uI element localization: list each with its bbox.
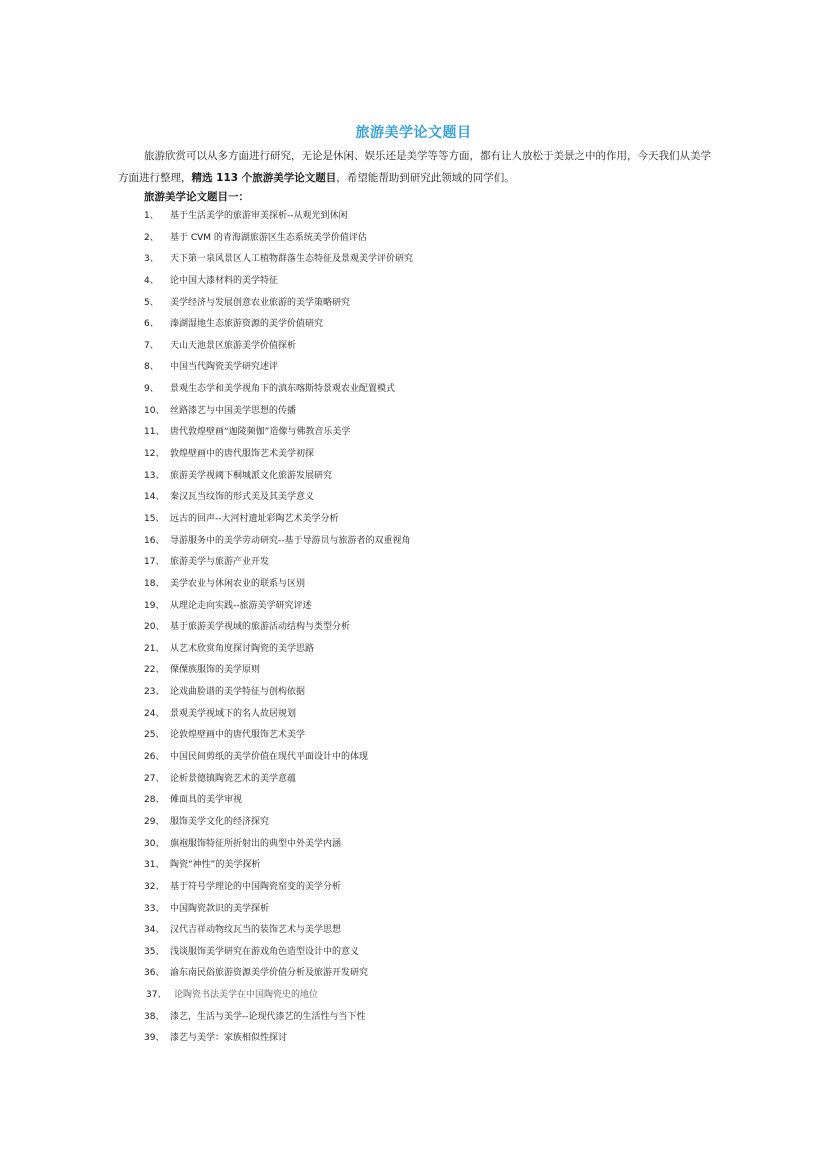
item-number: 32、 [144, 881, 165, 892]
item-title: 中国当代陶瓷美学研究述评 [170, 362, 279, 373]
list-item [144, 725, 704, 747]
item-title: 渝东南民俗旅游资源美学价值分析及旅游开发研究 [170, 968, 369, 979]
list-item [144, 639, 704, 661]
list-item [144, 963, 704, 985]
item-title: 从艺术欣赏角度探讨陶瓷的美学思路 [170, 643, 315, 654]
list-item [144, 271, 704, 293]
item-title: 唐代敦煌壁画“迦陵频伽”造像与佛教音乐美学 [170, 427, 351, 438]
item-number: 33、 [144, 903, 165, 914]
list-item [144, 422, 704, 444]
list-item [144, 249, 704, 271]
list-item [144, 444, 704, 466]
item-title: 基于符号学理论的中国陶瓷窑变的美学分析 [170, 881, 342, 892]
item-title: 漆艺与美学：家族相似性探讨 [170, 1033, 288, 1044]
list-item [144, 228, 704, 250]
item-title: 汉代吉祥动物纹瓦当的装饰艺术与美学思想 [170, 925, 342, 936]
item-title: 漆艺，生活与美学--论现代漆艺的生活性与当下性 [170, 1011, 366, 1022]
list-item [144, 704, 704, 726]
list-item [144, 314, 704, 336]
item-title: 美学经济与发展创意农业旅游的美学策略研究 [170, 297, 351, 308]
item-title: 从理论走向实践--旅游美学研究评述 [170, 600, 312, 611]
item-number: 6、 [144, 319, 159, 330]
item-title: 旗袍服饰特征所折射出的典型中外美学内涵 [170, 838, 342, 849]
intro-text-part1: 旅游欣赏可以从多方面进行研究，无论是休闲、娱乐还是美学等等方面，都有让人放松于美景之中的作用，今天我们从美学方面进行整理， [118, 150, 711, 184]
item-number: 3、 [144, 254, 159, 265]
list-item [144, 855, 704, 877]
item-title: 服饰美学文化的经济探究 [170, 816, 270, 827]
list-item [144, 877, 704, 899]
intro-text-bold: 精选 113 个旅游美学论文题目 [191, 172, 337, 184]
list-item [144, 747, 704, 769]
item-number: 35、 [144, 946, 165, 957]
section-heading: 旅游美学论文题目一： [144, 191, 249, 203]
item-title: 导游服务中的美学劳动研究--基于导游员与旅游者的双重视角 [170, 535, 411, 546]
list-item [144, 357, 704, 379]
item-title: 丝路漆艺与中国美学思想的传播 [170, 405, 297, 416]
list-item [144, 336, 704, 358]
list-item [144, 574, 704, 596]
list-item [144, 617, 704, 639]
item-title: 浅谈服饰美学研究在游戏角色造型设计中的意义 [170, 946, 360, 957]
list-item [144, 660, 704, 682]
item-title: 景观美学视域下的名人故居规划 [170, 708, 297, 719]
item-number: 8、 [144, 362, 159, 373]
list-item [144, 487, 704, 509]
item-number: 21、 [144, 643, 165, 654]
item-number: 10、 [144, 405, 165, 416]
item-number: 24、 [144, 708, 165, 719]
item-title: 基于旅游美学视域的旅游活动结构与类型分析 [170, 622, 351, 633]
item-title: 傈僳族服饰的美学原则 [170, 665, 261, 676]
item-title: 陶瓷“神性”的美学探析 [170, 860, 261, 871]
item-title: 论戏曲脸谱的美学特征与创构依据 [170, 687, 306, 698]
list-item [144, 920, 704, 942]
item-number: 39、 [144, 1033, 165, 1044]
list-item [144, 293, 704, 315]
list-item [144, 812, 704, 834]
item-title: 天山天池景区旅游美学价值探析 [170, 340, 297, 351]
item-title: 敦煌壁画中的唐代服饰艺术美学初探 [170, 449, 315, 460]
item-title: 傩面具的美学审视 [170, 795, 243, 806]
list-item [144, 552, 704, 574]
item-number: 28、 [144, 795, 165, 806]
item-title: 论析景德镇陶瓷艺术的美学意蕴 [170, 773, 297, 784]
list-item [144, 1007, 704, 1029]
item-number: 19、 [144, 600, 165, 611]
list-item [144, 596, 704, 618]
item-number: 37、 [146, 990, 167, 1001]
item-title: 论中国大漆材料的美学特征 [170, 275, 279, 286]
list-item [144, 466, 704, 488]
list-item [144, 1028, 704, 1050]
item-number: 5、 [144, 297, 159, 308]
item-number: 15、 [144, 513, 165, 524]
item-number: 29、 [144, 816, 165, 827]
item-number: 16、 [144, 535, 165, 546]
item-number: 20、 [144, 622, 165, 633]
document-title: 旅游美学论文题目 [355, 125, 472, 141]
list-item [144, 509, 704, 531]
item-number: 25、 [144, 730, 165, 741]
list-item [144, 769, 704, 791]
item-number: 26、 [144, 752, 165, 763]
item-number: 4、 [144, 275, 159, 286]
list-item [144, 206, 704, 228]
item-number: 11、 [144, 427, 165, 438]
item-title: 基于 CVM 的青海湖旅游区生态系统美学价值评估 [170, 232, 367, 243]
item-number: 7、 [144, 340, 159, 351]
item-number: 31、 [144, 860, 165, 871]
item-title: 论敦煌壁画中的唐代服饰艺术美学 [170, 730, 306, 741]
list-item [144, 379, 704, 401]
item-number: 27、 [144, 773, 165, 784]
item-number: 36、 [144, 968, 165, 979]
item-number: 17、 [144, 557, 165, 568]
list-item [144, 790, 704, 812]
item-title: 美学农业与休闲农业的联系与区别 [170, 578, 306, 589]
intro-paragraph [118, 145, 718, 189]
item-title: 基于生活美学的旅游审美探析--从观光到休闲 [170, 211, 348, 221]
list-item [144, 942, 704, 964]
item-number: 12、 [144, 449, 165, 460]
item-title: 溱湖湿地生态旅游资源的美学价值研究 [170, 319, 324, 330]
item-title: 论陶瓷书法美学在中国陶瓷史的地位 [174, 990, 319, 1001]
item-number: 1、 [144, 211, 159, 221]
item-number: 9、 [144, 384, 159, 395]
item-title: 景观生态学和美学视角下的滇东喀斯特景观农业配置模式 [170, 384, 396, 395]
item-number: 34、 [144, 925, 165, 936]
item-number: 18、 [144, 578, 165, 589]
item-number: 30、 [144, 838, 165, 849]
list-item [144, 899, 704, 921]
list-item [144, 985, 704, 1007]
topic-list [144, 206, 704, 1050]
item-number: 23、 [144, 687, 165, 698]
item-number: 38、 [144, 1011, 165, 1022]
item-title: 秦汉瓦当纹饰的形式美及其美学意义 [170, 492, 315, 503]
item-number: 14、 [144, 492, 165, 503]
item-title: 远古的回声--大河村遗址彩陶艺术美学分析 [170, 513, 339, 524]
item-number: 13、 [144, 470, 165, 481]
item-number: 2、 [144, 232, 159, 243]
item-title: 中国民间剪纸的美学价值在现代平面设计中的体现 [170, 752, 369, 763]
intro-text-part2: ，希望能帮助到研究此领域的同学们。 [336, 172, 515, 184]
item-title: 旅游美学视阈下桐城派文化旅游发展研究 [170, 470, 333, 481]
item-number: 22、 [144, 665, 165, 676]
item-title: 旅游美学与旅游产业开发 [170, 557, 270, 568]
list-item [144, 531, 704, 553]
item-title: 中国陶瓷款识的美学探析 [170, 903, 270, 914]
list-item [144, 834, 704, 856]
item-title: 天下第一泉风景区人工植物群落生态特征及景观美学评价研究 [170, 254, 414, 265]
list-item [144, 682, 704, 704]
list-item [144, 401, 704, 423]
